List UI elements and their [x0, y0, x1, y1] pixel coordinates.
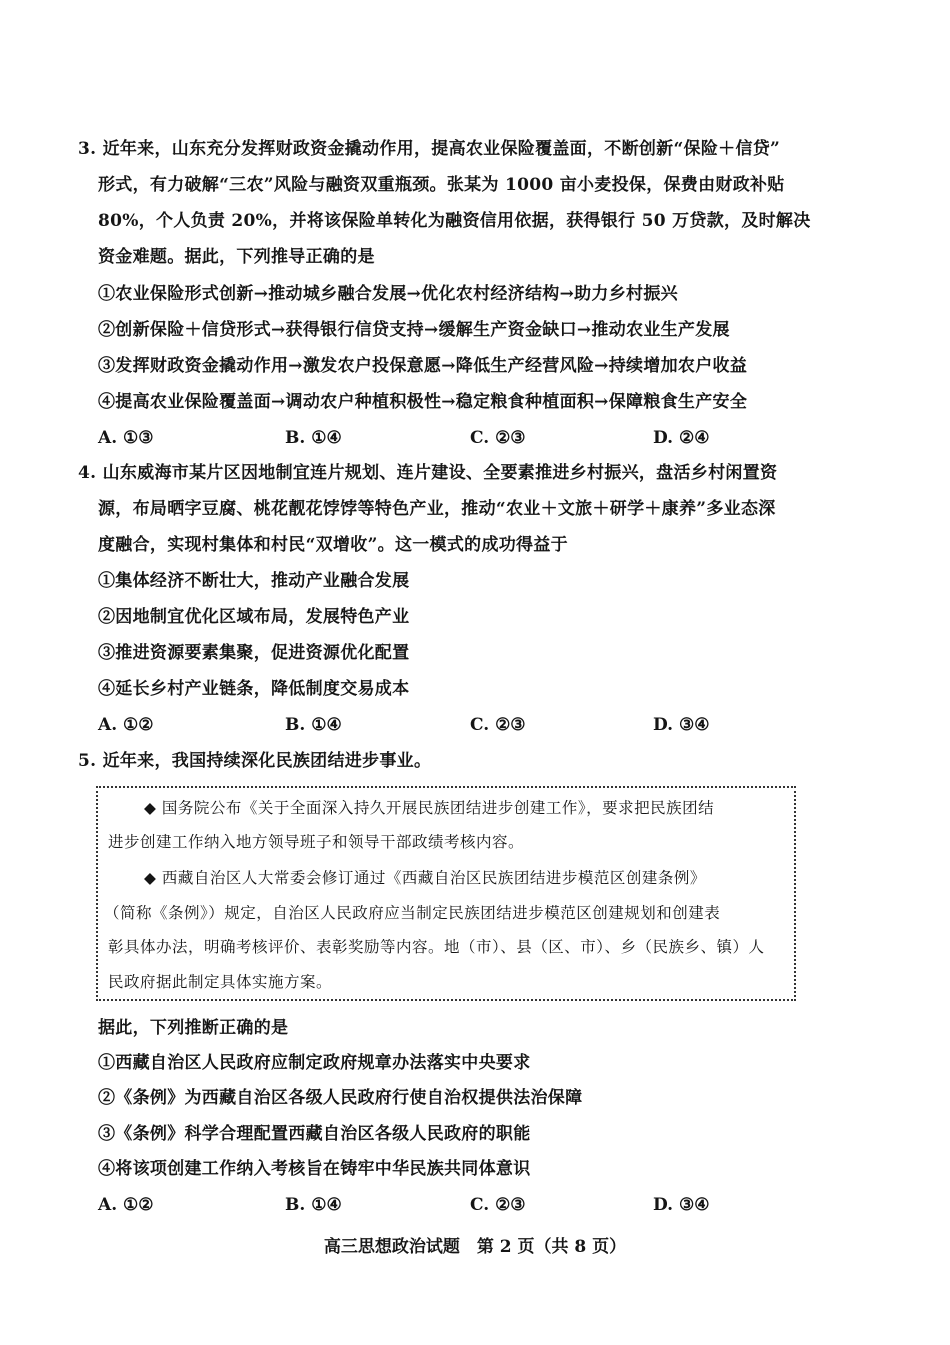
q4-choices [98, 714, 858, 736]
q3-stem-line-1: 3. 近年来，山东充分发挥财政资金撬动作用，提高农业保险覆盖面，不断创新“保险＋信贷” [78, 139, 781, 159]
q3-option-3: ③发挥财政资金撬动作用→激发农户投保意愿→降低生产经营风险→持续增加农户收益 [98, 356, 748, 376]
q5-question: 据此，下列推断正确的是 [98, 1018, 289, 1038]
q5-choice-d: D. ③④ [653, 1195, 710, 1215]
q4-option-4: ④延长乡村产业链条，降低制度交易成本 [98, 679, 410, 699]
q5-choice-a: A. ①② [98, 1195, 154, 1215]
q4-option-2: ②因地制宜优化区域布局，发展特色产业 [98, 607, 410, 627]
q4-stem-line-3: 度融合，实现村集体和村民“双增收”。这一模式的成功得益于 [98, 535, 568, 555]
material-line-2: 进步创建工作纳入地方领导班子和领导干部政绩考核内容。 [108, 833, 525, 851]
q4-choice-d: D. ③④ [653, 715, 710, 735]
material-line-3: ◆ 西藏自治区人大常委会修订通过《西藏自治区民族团结进步模范区创建条例》 [144, 869, 706, 887]
q3-choice-d: D. ②④ [653, 428, 710, 448]
q5-choices [98, 1194, 858, 1216]
q4-option-3: ③推进资源要素集聚，促进资源优化配置 [98, 643, 410, 663]
material-box [96, 786, 796, 1001]
q3-stem-line-2: 形式，有力破解“三农”风险与融资双重瓶颈。张某为 1000 亩小麦投保，保费由财政补贴 [98, 175, 785, 195]
material-line-6: 民政府据此制定具体实施方案。 [108, 973, 333, 991]
q4-stem-line-2: 源，布局晒字豆腐、桃花靓花饽饽等特色产业，推动“农业＋文旅＋研学＋康养”多业态深 [98, 499, 776, 519]
q5-option-1: ①西藏自治区人民政府应制定政府规章办法落实中央要求 [98, 1053, 531, 1073]
q3-choice-a: A. ①③ [98, 428, 154, 448]
q5-choice-b: B. ①④ [285, 1195, 342, 1215]
q4-option-1: ①集体经济不断壮大，推动产业融合发展 [98, 571, 410, 591]
page-footer: 高三思想政治试题 第 2 页（共 8 页） [323, 1237, 627, 1257]
q3-stem-line-3: 80%，个人负责 20%，并将该保险单转化为融资信用依据，获得银行 50 万贷款，及时解决 [98, 211, 811, 231]
q4-choice-a: A. ①② [98, 715, 154, 735]
q3-choice-c: C. ②③ [470, 428, 526, 448]
q3-option-2: ②创新保险＋信贷形式→获得银行信贷支持→缓解生产资金缺口→推动农业生产发展 [98, 320, 730, 340]
q3-choices [98, 427, 858, 449]
q3-option-1: ①农业保险形式创新→推动城乡融合发展→优化农村经济结构→助力乡村振兴 [98, 284, 678, 304]
material-line-5: 彰具体办法，明确考核评价、表彰奖励等内容。地（市）、县（区、市）、乡（民族乡、镇）人 [108, 938, 765, 956]
material-line-4: （简称《条例》）规定，自治区人民政府应当制定民族团结进步模范区创建规划和创建表 [104, 904, 721, 922]
q4-choice-b: B. ①④ [285, 715, 342, 735]
q5-choice-c: C. ②③ [470, 1195, 526, 1215]
material-line-1: ◆ 国务院公布《关于全面深入持久开展民族团结进步创建工作》，要求把民族团结 [144, 799, 715, 817]
q3-stem-line-4: 资金难题。据此，下列推导正确的是 [98, 247, 375, 267]
q3-choice-b: B. ①④ [285, 428, 342, 448]
q4-choice-c: C. ②③ [470, 715, 526, 735]
q3-option-4: ④提高农业保险覆盖面→调动农户种植积极性→稳定粮食种植面积→保障粮食生产安全 [98, 392, 748, 412]
q5-option-2: ②《条例》为西藏自治区各级人民政府行使自治权提供法治保障 [98, 1088, 583, 1108]
q5-option-3: ③《条例》科学合理配置西藏自治区各级人民政府的职能 [98, 1124, 531, 1144]
q5-option-4: ④将该项创建工作纳入考核旨在铸牢中华民族共同体意识 [98, 1159, 531, 1179]
q5-stem: 5. 近年来，我国持续深化民族团结进步事业。 [78, 751, 432, 771]
q4-stem-line-1: 4. 山东威海市某片区因地制宜连片规划、连片建设、全要素推进乡村振兴，盘活乡村闲置资 [78, 463, 778, 483]
